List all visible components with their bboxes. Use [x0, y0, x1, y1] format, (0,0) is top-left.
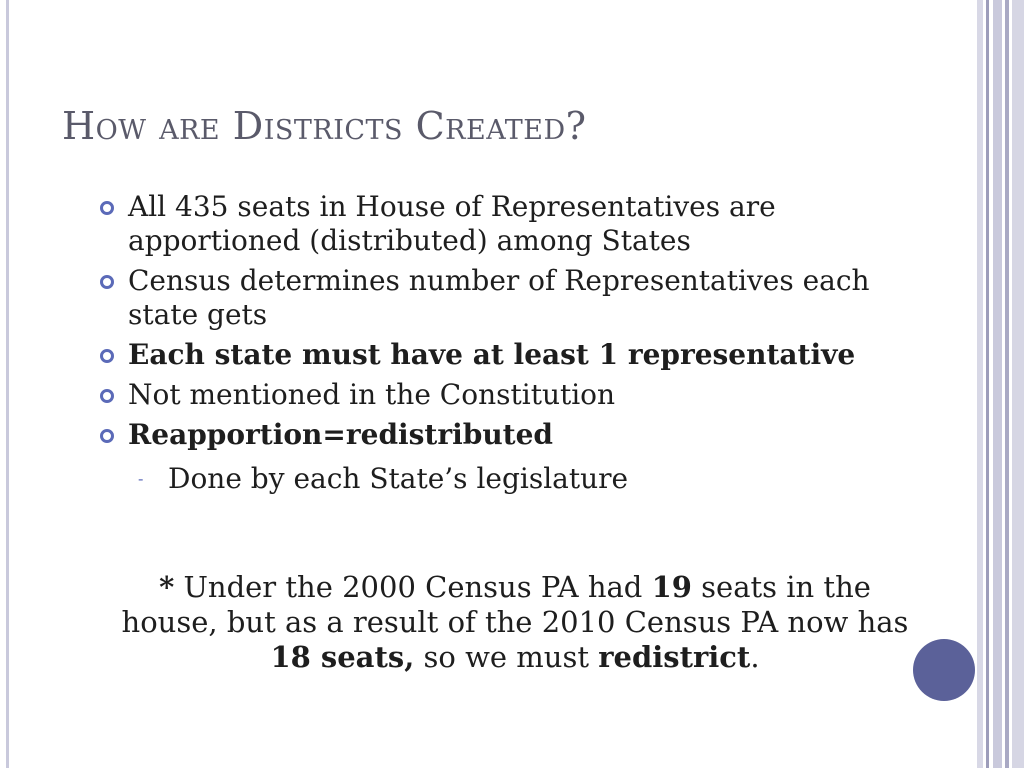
bullet-item — [98, 190, 878, 258]
note-bold: redistrict — [598, 640, 751, 674]
bullet-marker-icon — [100, 349, 114, 363]
bullet-item — [98, 378, 878, 412]
slide-title: How are Districts Created? — [62, 104, 587, 148]
decor-stripe — [986, 0, 989, 768]
bullet-item — [98, 418, 878, 452]
note-bold: 19 — [651, 570, 692, 604]
bullet-marker-icon — [100, 389, 114, 403]
note-star: * — [159, 570, 175, 604]
bullet-text: Each state must have at least 1 representative — [128, 338, 856, 371]
bullet-marker-icon — [100, 201, 114, 215]
dash-marker: - — [138, 469, 144, 488]
note-text: Under the 2000 Census PA had — [174, 570, 652, 604]
sub-bullet-item — [98, 462, 878, 496]
left-divider — [6, 0, 9, 768]
bullet-text: Census determines number of Representatives each state gets — [128, 264, 870, 331]
decor-stripe — [1012, 0, 1024, 768]
bullet-item — [98, 264, 878, 332]
bullet-marker-icon — [100, 429, 114, 443]
decor-circle — [913, 639, 975, 701]
bullet-list — [98, 190, 878, 496]
decor-stripe — [1005, 0, 1009, 768]
bullet-text: All 435 seats in House of Representatives are apportioned (distributed) among States — [128, 190, 776, 257]
decor-stripe — [993, 0, 1002, 768]
decor-stripe — [977, 0, 983, 768]
note-text: so we must — [414, 640, 599, 674]
bullet-text: Reapportion=redistributed — [128, 418, 554, 451]
note-bold: 18 seats, — [270, 640, 415, 674]
note-text: seats in the house, but as a result of the 2010 Census PA now has — [121, 570, 909, 639]
bullet-marker-icon — [100, 275, 114, 289]
census-note — [120, 570, 910, 675]
note-text: . — [750, 640, 760, 674]
bullet-item — [98, 338, 878, 372]
bullet-text: Not mentioned in the Constitution — [128, 378, 616, 411]
sub-bullet-text: Done by each State’s legislature — [168, 462, 629, 495]
